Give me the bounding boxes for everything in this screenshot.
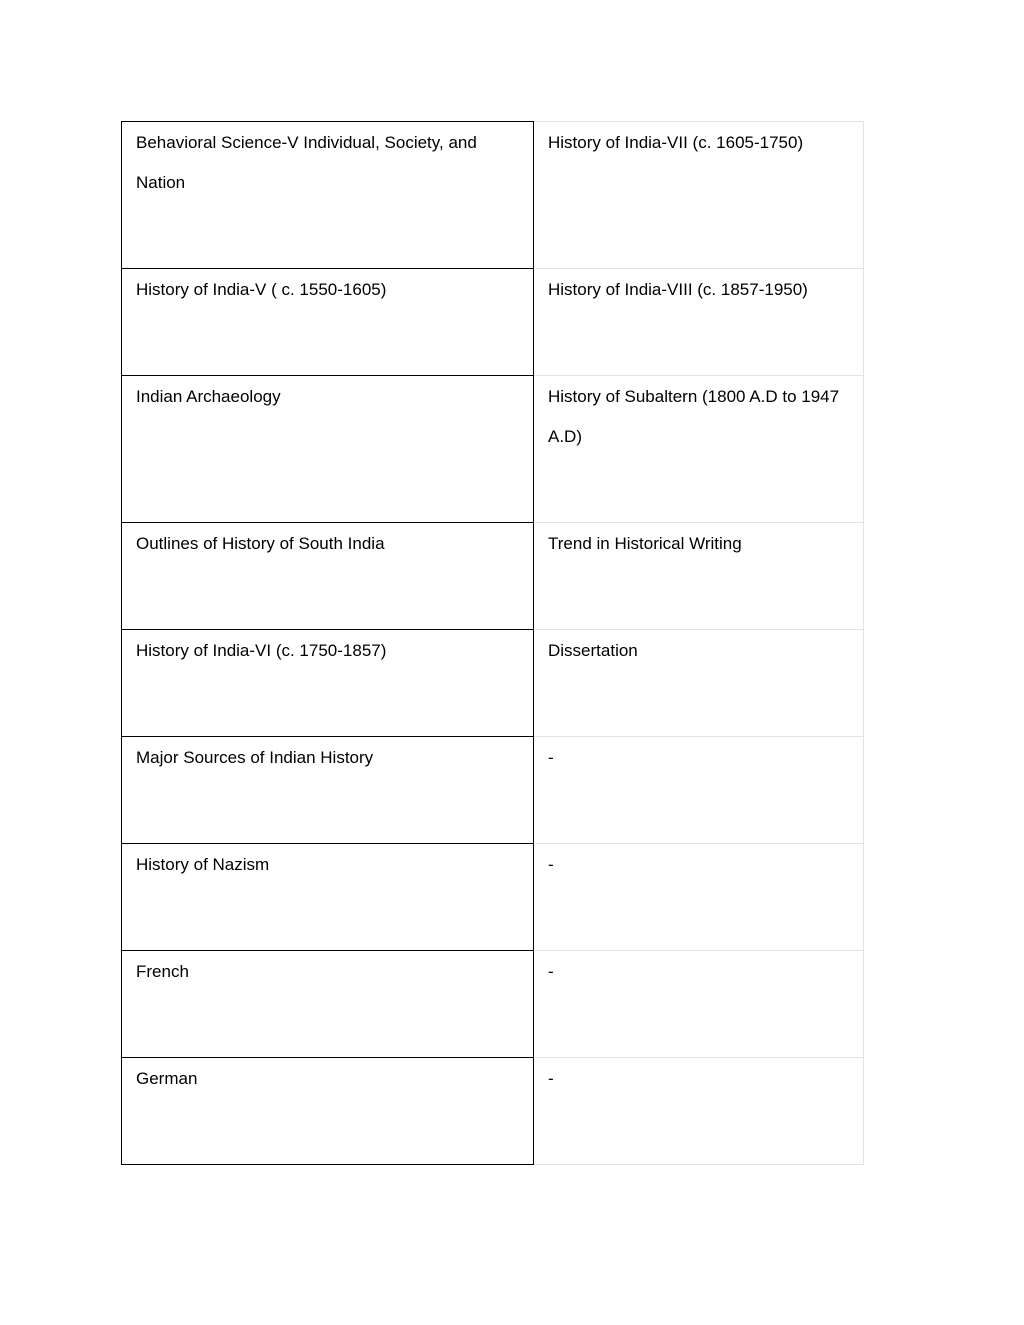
table-row: [122, 737, 864, 844]
table-cell-left: Outlines of History of South India: [122, 523, 534, 630]
table-cell-right: -: [534, 951, 864, 1058]
table-cell-right: Trend in Historical Writing: [534, 523, 864, 630]
course-table: [121, 121, 864, 1165]
table-cell-left: History of India-V ( c. 1550-1605): [122, 269, 534, 376]
table-row: [122, 1058, 864, 1165]
course-table-body: [122, 122, 864, 1165]
table-row: [122, 376, 864, 523]
table-row: [122, 630, 864, 737]
table-cell-right: History of India-VIII (c. 1857-1950): [534, 269, 864, 376]
table-cell-right: -: [534, 1058, 864, 1165]
table-row: [122, 523, 864, 630]
table-row: [122, 844, 864, 951]
table-cell-left: Behavioral Science-V Individual, Society, and Nation: [122, 122, 534, 269]
table-cell-right: Dissertation: [534, 630, 864, 737]
table-row: [122, 269, 864, 376]
table-cell-left: History of India-VI (c. 1750-1857): [122, 630, 534, 737]
table-cell-left: German: [122, 1058, 534, 1165]
table-cell-right: -: [534, 737, 864, 844]
table-cell-right: History of Subaltern (1800 A.D to 1947 A.D): [534, 376, 864, 523]
table-cell-left: Indian Archaeology: [122, 376, 534, 523]
table-cell-left: French: [122, 951, 534, 1058]
table-cell-left: History of Nazism: [122, 844, 534, 951]
table-cell-right: -: [534, 844, 864, 951]
table-row: [122, 951, 864, 1058]
table-row: [122, 122, 864, 269]
table-cell-right: History of India-VII (c. 1605-1750): [534, 122, 864, 269]
table-cell-left: Major Sources of Indian History: [122, 737, 534, 844]
